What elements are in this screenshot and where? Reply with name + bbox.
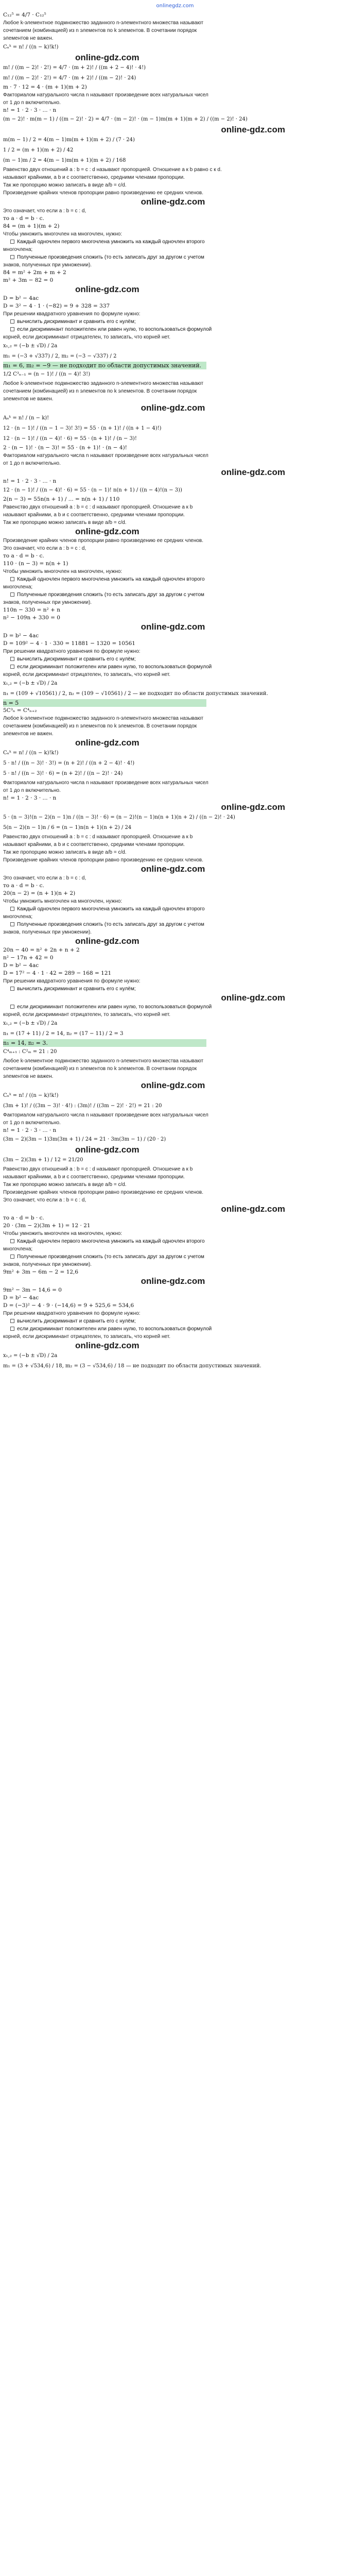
bullet-icon (10, 319, 14, 324)
formula-line: n₁ = (109 + √10561) / 2, n₂ = (109 − √10561) / 2 — не подходит по области допустимых значений. (3, 691, 268, 697)
watermark-text: online-gdz.com (75, 738, 139, 748)
text-line: от 1 до n включительно. (3, 1120, 61, 1126)
math-line: 20(n − 2) = (n + 1)(n + 2) (3, 890, 76, 896)
watermark-row (3, 125, 347, 135)
bullet-item (3, 1003, 347, 1011)
text-line: При решении квадратного уравнения по формуле нужно: (3, 649, 141, 654)
bullet-text: если дискриминант положителен или равен нулю, то воспользоваться формулой (17, 327, 212, 332)
text-line: элементов не важен. (3, 1074, 54, 1079)
math-line: 2 · (n − 1)! · (n − 3)! = 55 · (n + 1)! · (n − 4)! (3, 445, 127, 451)
text-line: от 1 до n включительно. (3, 788, 61, 793)
text-line: Произведение крайних членов пропорции равно произведению ее средних членов. (3, 857, 204, 863)
text-line: Это означает, что если a : b = c : d, (3, 875, 86, 881)
text-line: Факториалом натурального числа n называют произведение всех натуральных чисел (3, 453, 208, 459)
watermark-row (3, 802, 347, 812)
watermark-text: online-gdz.com (141, 622, 205, 632)
bullet-text: Полученные произведения сложить (то есть записать друг за другом с учетом (17, 922, 204, 927)
text-line: знаков, полученных при умножении). (3, 600, 92, 605)
bullet-item (3, 253, 347, 261)
watermark-text: online-gdz.com (75, 936, 139, 946)
bullet-icon (10, 255, 14, 259)
watermark-text: online-gdz.com (75, 1341, 139, 1350)
watermark-text: online-gdz.com (141, 1080, 205, 1090)
watermark-row (3, 936, 347, 946)
text-line: Чтобы умножить многочлен на многочлен, нужно: (3, 231, 122, 237)
text-line: называют крайними, а b и c соответственно, средними членами пропорции. (3, 842, 185, 848)
math-line: 84 = (m + 1)(m + 2) (3, 223, 60, 229)
text-line: Факториалом натурального числа n называют произведение всех натуральных чисел (3, 92, 208, 98)
text-line: Равенство двух отношений a : b = c : d называют пропорцией. Отношение a к b равно c к d. (3, 167, 222, 173)
answer-line: n₁ = 14, n₂ = 3. (3, 1039, 206, 1047)
math-line: m · 7 · 12 = 4 · (m + 1)(m + 2) (3, 84, 87, 90)
text-line: Произведение крайних членов пропорции равно произведению ее средних членов. (3, 538, 204, 544)
formula-line: Cₙᵏ = n! / ((n − k)!k!) (3, 750, 59, 756)
watermark-row (3, 622, 343, 632)
formula-line: n₁ = (17 + 11) / 2 = 14, n₂ = (17 − 11) / 2 = 3 (3, 1031, 124, 1037)
math-line: то a · d = b · c. (3, 883, 44, 889)
bullet-icon (10, 592, 14, 597)
bullet-icon (10, 1319, 14, 1323)
watermark-text: online-gdz.com (221, 802, 285, 812)
watermark-row (3, 527, 347, 537)
bullet-text: вычислить дискриминант и сравнить его с нулём; (17, 1318, 136, 1324)
text-line: Произведение крайних членов пропорции равно произведению ее средних членов. (3, 1190, 204, 1195)
math-line: D = (−3)² − 4 · 9 · (−14,6) = 9 + 525,6 = 534,6 (3, 1302, 134, 1309)
bullet-icon (10, 1327, 14, 1331)
bullet-icon (10, 327, 14, 331)
formula-line: m! / ((m − 2)! · 2!) = 4/7 · (m + 2)! / ((m + 2 − 4)! · 4!) (3, 65, 146, 71)
bullet-text: Каждый одночлен первого многочлена умножить на каждый одночлен второго (17, 577, 205, 582)
bullet-icon (10, 907, 14, 911)
text-line: знаков, полученных при умножении). (3, 1262, 92, 1267)
bullet-icon (10, 657, 14, 661)
text-line: Это означает, что если a : b = c : d, (3, 208, 86, 214)
math-line: 110 · (n − 3) = n(n + 1) (3, 561, 68, 567)
math-line: то a · d = b · c. (3, 553, 44, 559)
math-line: D = 17² − 4 · 1 · 42 = 289 − 168 = 121 (3, 970, 112, 976)
text-line: корней, если дискриминант отрицателен, то записать, что корней нет. (3, 1334, 170, 1340)
math-line: 9m² + 3m − 6m − 2 = 12,6 (3, 1269, 79, 1275)
text-line: Любое k-элементное подмножество заданного n-элементного множества называют (3, 1058, 204, 1064)
formula-line: m! / ((m − 2)! · 2!) = 4/7 · (m + 2)! / ((m − 2)! · 24) (3, 75, 136, 81)
formula-line: (m − 1)m / 2 = 4(m − 1)m(m + 1)(m + 2) / 168 (3, 158, 126, 163)
bullet-text: если дискриминант положителен или равен нулю, то воспользоваться формулой (17, 1326, 212, 1332)
watermark-row (3, 993, 347, 1003)
answer-line: n = 5 (3, 699, 206, 707)
bullet-icon (10, 240, 14, 244)
bullet-text: Полученные произведения сложить (то есть записать друг за другом с учетом (17, 255, 204, 260)
bullet-item (3, 575, 347, 583)
text-line: При решении квадратного уравнения по формуле нужно: (3, 1311, 141, 1316)
text-line: Это означает, что если a : b = c : d, (3, 546, 86, 551)
bullet-text: Полученные произведения сложить (то есть записать друг за другом с учетом (17, 1254, 204, 1260)
watermark-row (3, 738, 347, 748)
watermark-row (3, 864, 343, 874)
text-line: знаков, полученных при умножении). (3, 929, 92, 935)
watermark-text: online-gdz.com (75, 527, 139, 536)
bullet-item (3, 663, 347, 671)
formula-line: (m − 2)! · m(m − 1) / ((m − 2)! · 2) = 4/7 · (m − 2)! · (m − 1)m(m + 1)(m + 2) / ((m − 2)! · 24) (3, 116, 248, 122)
bullet-text: если дискриминант положителен или равен нулю, то воспользоваться формулой (17, 664, 212, 670)
watermark-text: online-gdz.com (75, 1145, 139, 1155)
math-line: 20 · (3m − 2)(3m + 1) = 12 · 21 (3, 1223, 91, 1229)
bullet-icon (10, 1255, 14, 1259)
text-line: знаков, полученных при умножении). (3, 262, 92, 268)
bullet-text: Каждый одночлен первого многочлена умножить на каждый одночлен второго (17, 906, 205, 912)
math-line: то a · d = b · c. (3, 215, 44, 222)
text-line: от 1 до n включительно. (3, 461, 61, 466)
text-line: называют крайними, а b и c соответственно, средними членами пропорции. (3, 512, 185, 518)
bullet-item (3, 591, 347, 599)
formula-line: 12 · (n − 1)! / ((n − 4)! · 6) = 55 · (n − 1)! n(n + 1) / ((n − 4)!(n − 3)) (3, 487, 182, 493)
text-line: Так же пропорцию можно записать в виде a/b = c/d. (3, 850, 127, 855)
site-header[interactable]: onlinegdz.com (156, 3, 194, 9)
text-line: элементов не важен. (3, 396, 54, 402)
watermark-row (3, 1080, 343, 1091)
bullet-icon (10, 577, 14, 581)
bullet-item (3, 1325, 347, 1333)
text-line: корней, если дискриминант отрицателен, то записать, что корней нет. (3, 1012, 170, 1018)
math-line: 84 = m² + 2m + m + 2 (3, 269, 66, 276)
bullet-text: Каждый одночлен первого многочлена умножить на каждый одночлен второго (17, 1239, 205, 1244)
formula-line: C⁴ₘ₊₁ : C²ₘ = 21 : 20 (3, 1049, 57, 1055)
text-line: многочлена; (3, 1246, 33, 1252)
bullet-text: вычислить дискриминант и сравнить его с нулём; (17, 986, 136, 992)
text-line: Равенство двух отношений a : b = c : d называют пропорцией. Отношение a к b (3, 504, 193, 510)
bullet-item (3, 921, 347, 928)
bullet-icon (10, 987, 14, 991)
formula-line: Aₙᵏ = n! / (n − k)! (3, 415, 49, 421)
text-line: сочетанием (комбинацией) из n элементов по k элементов. В сочетании порядок (3, 28, 197, 33)
text-line: Любое k-элементное подмножество заданного n-элементного множества называют (3, 20, 204, 26)
formula-line: Cₙᵏ = n! / ((n − k)!k!) (3, 1093, 59, 1098)
math-line: n! = 1 · 2 · 3 · ... · n (3, 107, 57, 113)
math-line: n² − 109n + 330 = 0 (3, 615, 60, 621)
formula-line: (3m − 2)(3m + 1) / 12 = 21/20 (3, 1157, 83, 1163)
math-line: то a · d = b · c. (3, 1215, 44, 1221)
bullet-icon (10, 1239, 14, 1243)
math-line: n! = 1 · 2 · 3 · ... · n (3, 478, 57, 484)
formula-line: x₁,₂ = (−b ± √D) / 2a (3, 1021, 58, 1026)
formula-line: 5 · (n − 3)!(n − 2)(n − 1)n / ((n − 3)! · 6) = (n − 2)!(n − 1)n(n + 1)(n + 2) / ((n − 2)! · 24) (3, 815, 235, 820)
bullet-icon (10, 922, 14, 926)
watermark-text: online-gdz.com (221, 993, 285, 1003)
math-line: m² + 3m − 82 = 0 (3, 277, 54, 283)
bullet-item (3, 238, 347, 246)
bullet-item (3, 1238, 347, 1245)
watermark-text: online-gdz.com (75, 284, 139, 294)
text-line: При решении квадратного уравнения по формуле нужно: (3, 978, 141, 984)
watermark-row (3, 197, 343, 207)
answer-line: m₁ = 6, m₂ = −9 — не подходит по области допустимых значений. (3, 362, 206, 369)
watermark-row (3, 53, 347, 63)
watermark-text: online-gdz.com (141, 1276, 205, 1286)
formula-line: 1/2 C³ₙ₋₁ = (n − 1)! / ((n − 4)! 3!) (3, 371, 91, 377)
text-line: Любое k-элементное подмножество заданного n-элементного множества называют (3, 381, 204, 386)
math-line: D = b² − 4ac (3, 962, 39, 969)
math-line: n! = 1 · 2 · 3 · ... · n (3, 795, 57, 801)
watermark-text: online-gdz.com (221, 125, 285, 134)
math-line: n² − 17n + 42 = 0 (3, 955, 54, 961)
text-line: сочетанием (комбинацией) из n элементов по k элементов. В сочетании порядок (3, 723, 197, 729)
math-line: 110n − 330 = n² + n (3, 607, 60, 613)
formula-line: (3m − 2)(3m − 1)3m(3m + 1) / 24 = 21 · 3m(3m − 1) / (20 · 2) (3, 1137, 166, 1142)
math-line: D = b² − 4ac (3, 1295, 39, 1301)
bullet-item (3, 326, 347, 333)
text-line: элементов не важен. (3, 731, 54, 737)
formula-line: m₁ = (3 + √534,6) / 18, m₂ = (3 − √534,6) / 18 — не подходит по области допустимых значений. (3, 1363, 261, 1369)
watermark-row (3, 284, 347, 295)
watermark-text: online-gdz.com (221, 1204, 285, 1214)
math-line: 9m² − 3m − 14,6 = 0 (3, 1287, 62, 1293)
text-line: Так же пропорцию можно записать в виде a/b = c/d. (3, 182, 127, 188)
text-line: корней, если дискриминант отрицателен, то записать, что корней нет. (3, 672, 170, 677)
bullet-item (3, 985, 347, 993)
formula-line: 12 · (n − 1)! / ((n − 4)! · 6) = 55 · (n + 1)! / (n − 3)! (3, 436, 137, 442)
watermark-row (3, 1276, 343, 1286)
bullet-text: вычислить дискриминант и сравнить его с нулём; (17, 319, 136, 325)
math-line: D = b² − 4ac (3, 633, 39, 639)
formula-line: 12 · (n − 1)! / ((n − 1 − 3)! 3!) = 55 · (n + 1)! / ((n + 1 − 4)!) (3, 426, 162, 431)
math-line: D = 3² − 4 · 1 · (−82) = 9 + 328 = 337 (3, 303, 110, 309)
text-line: Равенство двух отношений a : b = c : d называют пропорцией. Отношение a к b (3, 834, 193, 840)
text-line: называют крайними, а b и c соответственно, средними членами пропорции. (3, 175, 185, 180)
formula-line: m(m − 1) / 2 = 4(m − 1)m(m + 1)(m + 2) / (7 · 24) (3, 137, 135, 143)
text-line: Чтобы умножить многочлен на многочлен, нужно: (3, 1231, 122, 1236)
bullet-item (3, 318, 347, 326)
bullet-item (3, 655, 347, 663)
solution-document (0, 11, 350, 1375)
watermark-text: online-gdz.com (141, 864, 205, 874)
text-line: Чтобы умножить многочлен на многочлен, нужно: (3, 569, 122, 574)
formula-line: 5 · n! / ((n − 3)! · 3!) = (n + 2)! / ((n + 2 − 4)! · 4!) (3, 760, 135, 766)
watermark-row (3, 1145, 347, 1155)
watermark-text: online-gdz.com (75, 53, 139, 62)
math-line: D = 109² − 4 · 1 · 330 = 11881 − 1320 = 10561 (3, 640, 135, 647)
text-line: элементов не важен. (3, 36, 54, 41)
text-line: сочетанием (комбинацией) из n элементов по k элементов. В сочетании порядок (3, 1066, 197, 1072)
bullet-icon (10, 665, 14, 669)
formula-line: x₁,₂ = (−b ± √D) / 2a (3, 681, 58, 686)
bullet-item (3, 905, 347, 913)
watermark-text: online-gdz.com (141, 197, 205, 207)
bullet-item (3, 1253, 347, 1261)
text-line: многочлена; (3, 584, 33, 590)
math-line: 20n − 40 = n² + 2n + n + 2 (3, 947, 80, 953)
math-line: 5C³ₙ = C⁴ₙ₊₂ (3, 707, 37, 714)
watermark-row (3, 467, 347, 478)
text-line: Это означает, что если a : b = c : d, (3, 1197, 86, 1203)
text-line: При решении квадратного уравнения по формуле нужно: (3, 311, 141, 317)
bullet-text: если дискриминант положителен или равен нулю, то воспользоваться формулой (17, 1004, 212, 1010)
watermark-row (3, 403, 343, 413)
bullet-icon (10, 1005, 14, 1009)
text-line: многочлена; (3, 914, 33, 920)
math-line: 2(n − 3) = 55n(n + 1) / ... = n(n + 1) / 110 (3, 496, 120, 502)
text-line: Так же пропорцию можно записать в виде a/b = c/d. (3, 1182, 127, 1188)
formula-line: 5(n − 2)(n − 1)n / 6 = (n − 1)n(n + 1)(n + 2) / 24 (3, 825, 132, 831)
text-line: Произведение крайних членов пропорции равно произведению ее средних членов. (3, 190, 204, 196)
text-line: Чтобы умножить многочлен на многочлен, нужно: (3, 899, 122, 904)
watermark-text: online-gdz.com (141, 403, 205, 413)
bullet-item (3, 1317, 347, 1325)
formula-line: x₁,₂ = (−b ± √D) / 2a (3, 343, 58, 349)
math-line: D = b² − 4ac (3, 295, 39, 301)
math-line: n! = 1 · 2 · 3 · ... · n (3, 1127, 57, 1133)
text-line: сочетанием (комбинацией) из n элементов по k элементов. В сочетании порядок (3, 388, 197, 394)
math-line: C₁₂⁵ = 4/7 · C₁₂⁵ (3, 12, 46, 18)
watermark-row (3, 1341, 347, 1351)
watermark-row (3, 1204, 347, 1214)
text-line: называют крайними, а b и c соответственно, средними членами пропорции. (3, 1174, 185, 1180)
bullet-text: Полученные произведения сложить (то есть записать друг за другом с учетом (17, 592, 204, 598)
watermark-text: online-gdz.com (221, 467, 285, 477)
formula-line: Cₙᵏ = n! / ((n − k)!k!) (3, 44, 59, 50)
formula-line: m₁ = (−3 + √337) / 2, m₂ = (−3 − √337) / 2 (3, 353, 117, 359)
text-line: Факториалом натурального числа n называют произведение всех натуральных чисел (3, 780, 208, 786)
formula-line: 1 / 2 = (m + 1)(m + 2) / 42 (3, 147, 74, 153)
text-line: от 1 до n включительно. (3, 100, 61, 106)
bullet-text: Каждый одночлен первого многочлена умножить на каждый одночлен второго (17, 239, 205, 245)
text-line: Любое k-элементное подмножество заданного n-элементного множества называют (3, 716, 204, 721)
bullet-text: вычислить дискриминант и сравнить его с нулём; (17, 656, 136, 662)
text-line: Факториалом натурального числа n называют произведение всех натуральных чисел (3, 1112, 208, 1118)
text-line: многочлена; (3, 247, 33, 252)
formula-line: (3m + 1)! / ((3m − 3)! · 4!) : (3m)! / ((3m − 2)! · 2!) = 21 : 20 (3, 1103, 162, 1109)
text-line: Равенство двух отношений a : b = c : d называют пропорцией. Отношение a к b (3, 1166, 193, 1172)
text-line: корней, если дискриминант отрицателен, то записать, что корней нет. (3, 334, 170, 340)
text-line: Так же пропорцию можно записать в виде a/b = c/d. (3, 520, 127, 526)
formula-line: 5 · n! / ((n − 3)! · 6) = (n + 2)! / ((n − 2)! · 24) (3, 771, 123, 776)
formula-line: x₁,₂ = (−b ± √D) / 2a (3, 1353, 58, 1359)
